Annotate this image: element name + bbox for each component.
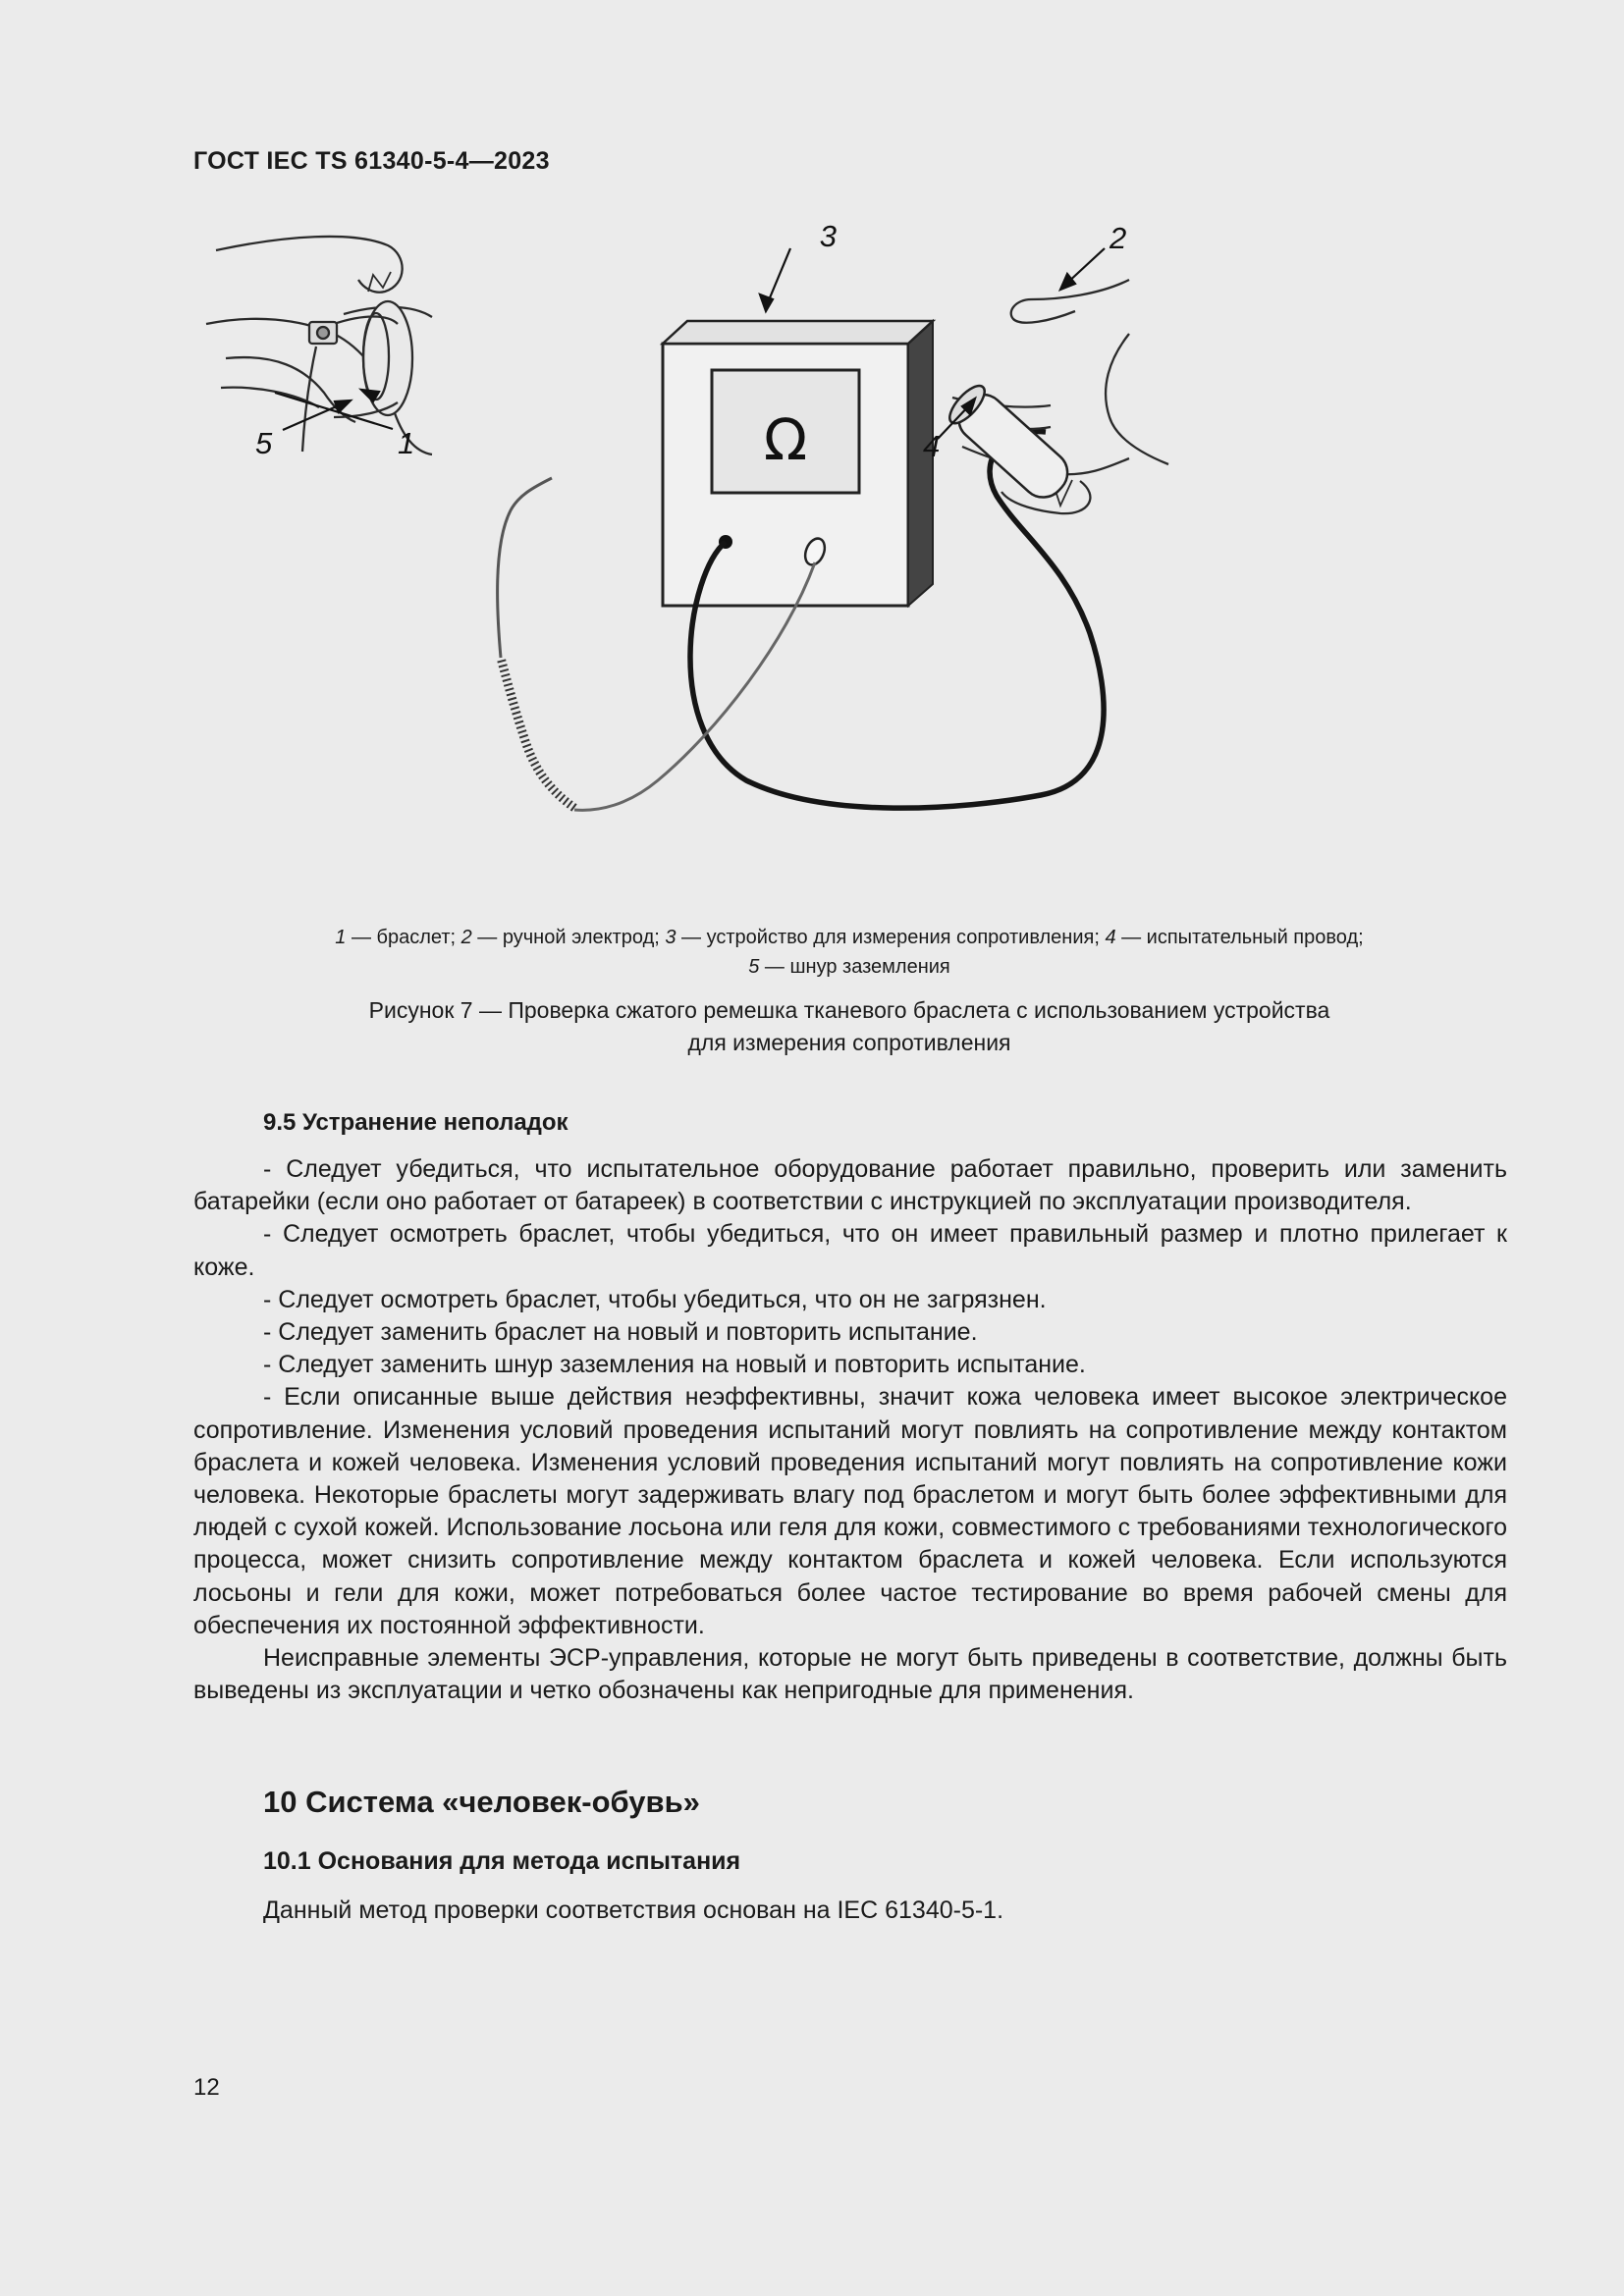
- resistance-meter: [663, 321, 933, 606]
- paragraph: Неисправные элементы ЭСР-управления, которые не могут быть приведены в соответствие, должны быть выведены из эксплуатации и четко обозначены как непригодные для применения.: [193, 1644, 1507, 1705]
- page-number: 12: [193, 2074, 220, 2101]
- callout-4: 4: [923, 429, 941, 463]
- section-10-title: 10 Система «человек-обувь»: [263, 1785, 700, 1819]
- section-10-1-text: Данный метод проверки соответствия основан на IEC 61340-5-1.: [263, 1896, 1004, 1924]
- callout-3: 3: [819, 219, 837, 253]
- figure-legend: [245, 923, 1453, 982]
- paragraph: - Следует убедиться, что испытательное оборудование работает правильно, проверить или заменить батарейки (если оно работает от батареек) в соответствии с инструкцией по эксплуатации производителя.: [193, 1155, 1507, 1216]
- legend-line-2: 5 — шнур заземления: [748, 956, 950, 978]
- paragraph: - Следует осмотреть браслет, чтобы убедиться, что он не загрязнен.: [263, 1285, 1047, 1313]
- omega-symbol: Ω: [763, 406, 808, 473]
- document-header: ГОСТ IEC TS 61340-5-4—2023: [193, 147, 550, 175]
- figure-7-illustration: [255, 219, 1414, 869]
- callout-2: 2: [1110, 221, 1127, 255]
- grounding-cord-lower: [498, 478, 552, 658]
- left-hand-with-wrist-strap: [206, 237, 432, 454]
- callout-5: 5: [255, 426, 273, 460]
- callout-1: 1: [398, 426, 415, 460]
- section-10-1-title: 10.1 Основания для метода испытания: [263, 1847, 741, 1875]
- grounding-cord-coiled: [501, 658, 574, 808]
- paragraph: - Если описанные выше действия неэффективны, значит кожа человека имеет высокое электрическое сопротивление. Изменения условий проведения испытаний могут повлиять на сопротивление между контактом браслета и кожей человека. Изменения условий проведения испытаний могут повлиять на сопротивление кожи человека. Некоторые браслеты могут задерживать влагу под браслетом и могут быть более эффективными для людей с сухой кожей. Использование лосьона или геля для кожи, совместимого с требованиями технологического процесса, может снизить сопротивление между контактом браслета и кожей человека. Если используются лосьоны и гели для кожи, может потребоваться более частое тестирование во время рабочей смены для обеспечения их постоянной эффективности.: [193, 1383, 1507, 1639]
- figure-caption: Рисунок 7 — Проверка сжатого ремешка тканевого браслета с использованием устройства для измерения сопротивления: [368, 997, 1330, 1055]
- section-9-5-title: 9.5 Устранение неполадок: [263, 1109, 568, 1136]
- section-9-5-body: [193, 1153, 1507, 1707]
- paragraph: - Следует заменить шнур заземления на новый и повторить испытание.: [263, 1351, 1086, 1379]
- right-hand-with-electrode: [945, 280, 1168, 513]
- legend-line-1: 1 — браслет; 2 — ручной электрод; 3 — устройство для измерения сопротивления; 4 — испытательный провод;: [335, 927, 1364, 948]
- paragraph: - Следует заменить браслет на новый и повторить испытание.: [263, 1318, 978, 1347]
- paragraph: - Следует осмотреть браслет, чтобы убедиться, что он имеет правильный размер и плотно прилегает к коже.: [193, 1220, 1507, 1281]
